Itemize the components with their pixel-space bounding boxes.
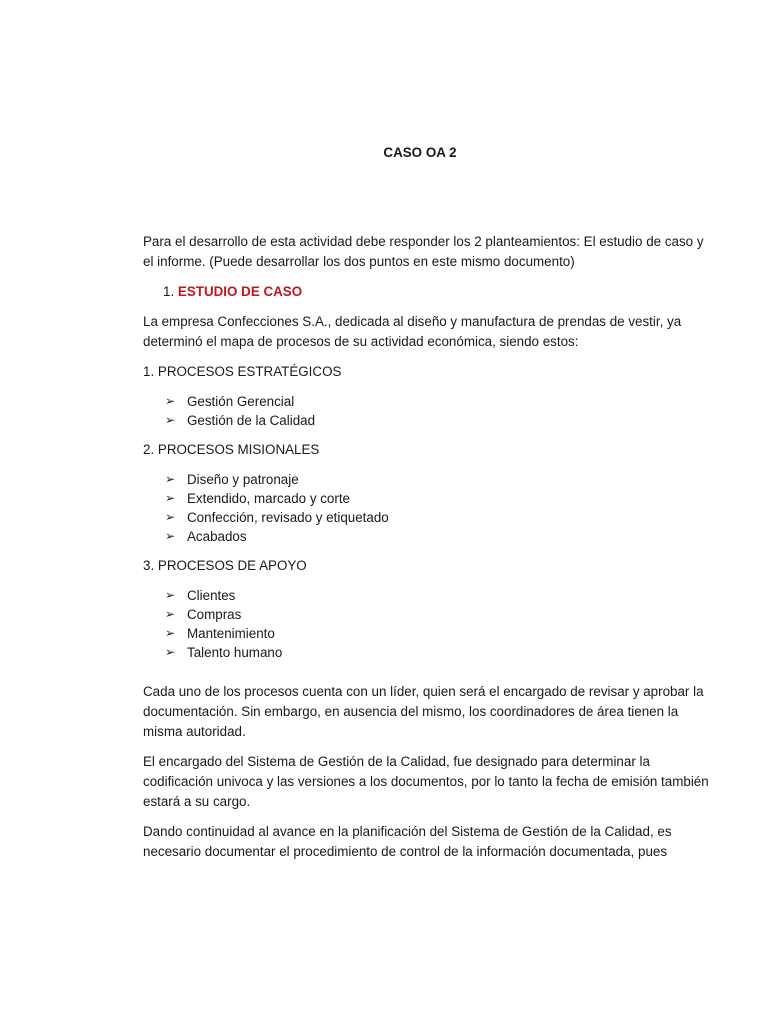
list-item: ➢ Gestión Gerencial: [165, 394, 295, 409]
company-paragraph: La empresa Confecciones S.A., dedicada al diseño y manufactura de prendas de vestir, ya determinó el mapa de procesos de su actividad económica, siendo estos:: [143, 314, 682, 349]
list-apoyo: [143, 586, 713, 662]
intro-paragraph: Para el desarrollo de esta actividad debe responder los 2 planteamientos: El estudio de caso y el informe. (Puede desarrollar los dos puntos en este mismo documento): [143, 234, 704, 269]
list-item: ➢ Clientes: [165, 588, 236, 603]
leaders-paragraph: Cada uno de los procesos cuenta con un líder, quien será el encargado de revisar y aprobar la documentación. Sin embargo, en ausencia del mismo, los coordinadores de área tienen la misma autoridad.: [143, 684, 704, 739]
arrow-bullet-icon: ➢: [165, 394, 176, 408]
arrow-bullet-icon: ➢: [165, 645, 176, 659]
list-item: ➢ Gestión de la Calidad: [165, 413, 316, 428]
list-item: ➢ Compras: [165, 607, 242, 622]
list-item: ➢ Confección, revisado y etiquetado: [165, 510, 389, 525]
arrow-bullet-icon: ➢: [165, 472, 176, 486]
spacer: [143, 672, 713, 682]
group-title-apoyo: 3. PROCESOS DE APOYO: [143, 558, 307, 573]
list-item: ➢ Talento humano: [165, 645, 283, 660]
group-title-misionales: 2. PROCESOS MISIONALES: [143, 442, 320, 457]
list-estrategicos: [143, 392, 713, 430]
section-heading-estudio-de-caso: [163, 282, 713, 302]
section-number: 1.: [163, 284, 175, 299]
group-title-estrategicos: 1. PROCESOS ESTRATÉGICOS: [143, 364, 342, 379]
arrow-bullet-icon: ➢: [165, 491, 176, 505]
list-item: ➢ Acabados: [165, 529, 247, 544]
document-body: [143, 232, 713, 872]
list-item: ➢ Mantenimiento: [165, 626, 275, 641]
arrow-bullet-icon: ➢: [165, 626, 176, 640]
list-item: ➢ Diseño y patronaje: [165, 472, 299, 487]
arrow-bullet-icon: ➢: [165, 588, 176, 602]
document-title: CASO OA 2: [383, 145, 457, 160]
continuity-paragraph: Dando continuidad al avance en la planificación del Sistema de Gestión de la Calidad, es necesario documentar el procedimiento de control de la información documentada, pues: [143, 824, 672, 859]
arrow-bullet-icon: ➢: [165, 510, 176, 524]
quality-paragraph: El encargado del Sistema de Gestión de la Calidad, fue designado para determinar la codificación univoca y las versiones a los documentos, por lo tanto la fecha de emisión también estará a su cargo.: [143, 754, 709, 809]
arrow-bullet-icon: ➢: [165, 529, 176, 543]
list-item: ➢ Extendido, marcado y corte: [165, 491, 351, 506]
section-title: ESTUDIO DE CASO: [177, 284, 303, 299]
arrow-bullet-icon: ➢: [165, 607, 176, 621]
arrow-bullet-icon: ➢: [165, 413, 176, 427]
list-misionales: [143, 470, 713, 546]
